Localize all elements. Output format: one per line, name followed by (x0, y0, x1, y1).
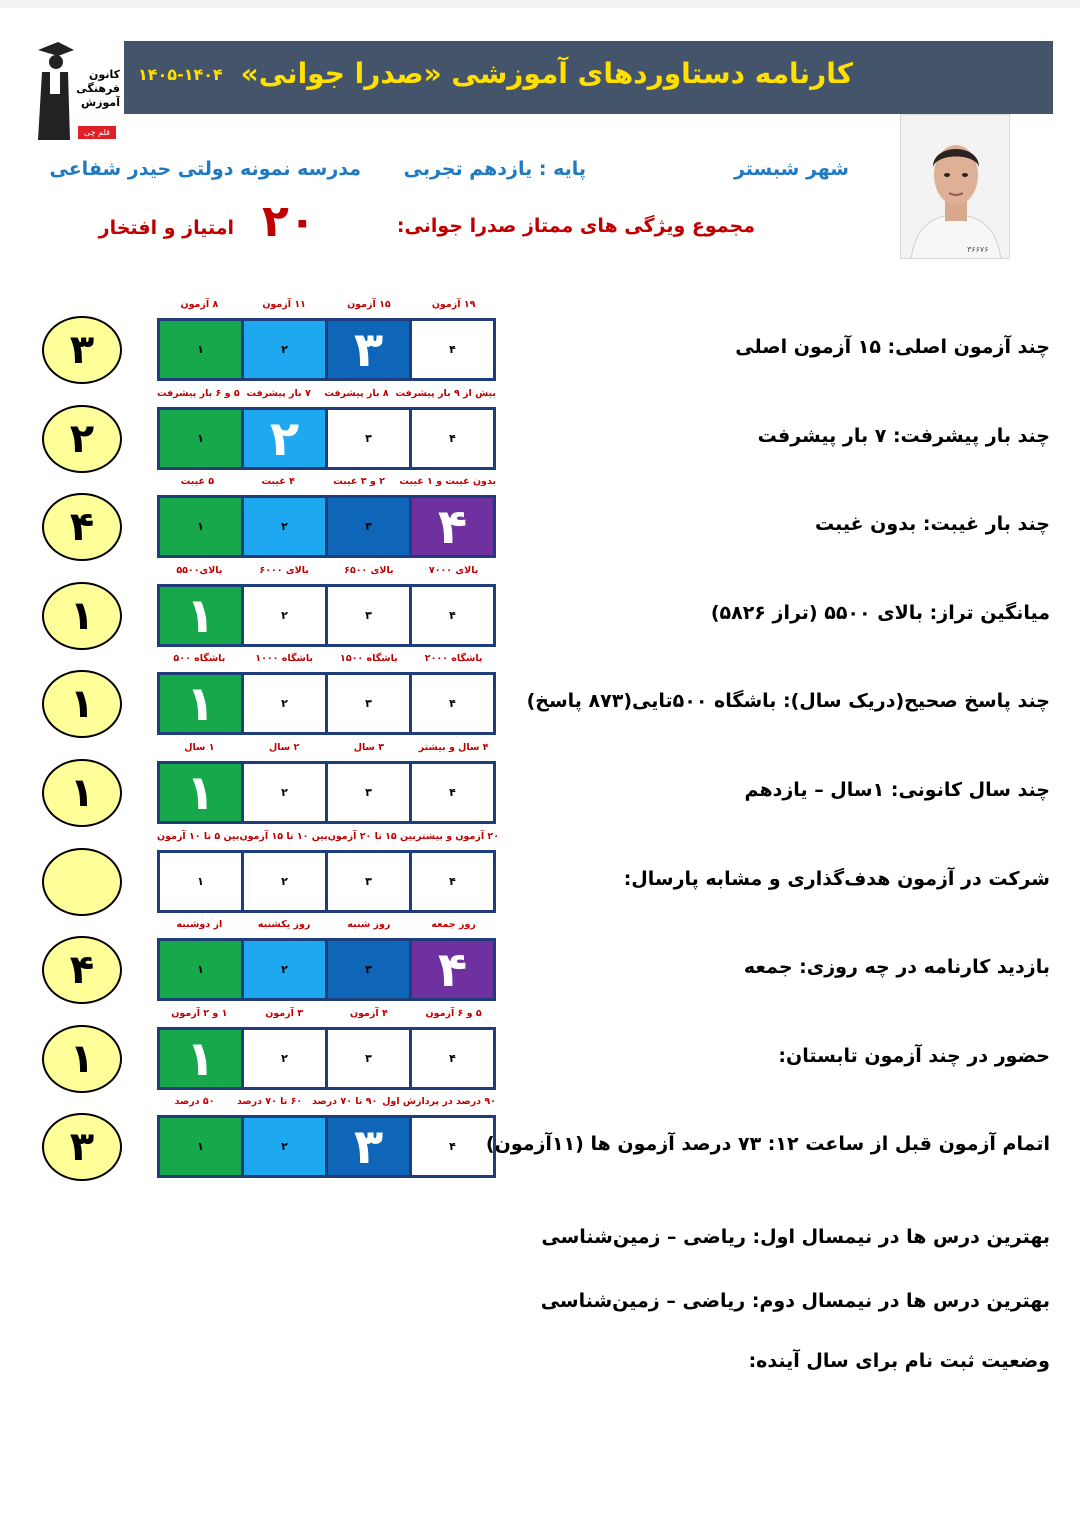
level-caption: ۱ و ۲ آزمون (171, 1008, 228, 1019)
row-question: چند بار پیشرفت: ۷ بار پیشرفت (757, 425, 1050, 447)
student-school: مدرسه نمونه دولتی حیدر شفاعی (49, 158, 361, 180)
level-caption: ۴ غیبت (261, 476, 295, 487)
level-caption: ۳ آزمون (265, 1008, 304, 1019)
level-caption: بین ۱۰ تا ۱۵ آزمون (239, 831, 328, 842)
level-caption: ۴ سال و بیشتر (418, 742, 489, 753)
level-cell: ۱ (160, 321, 244, 378)
level-cell: ۴ (412, 1118, 493, 1175)
level-grid (157, 1115, 496, 1178)
row-question: چند آزمون اصلی: ۱۵ آزمون اصلی (735, 336, 1050, 358)
level-caption: بالای۵۵۰۰ (176, 565, 223, 576)
level-cell: ۲ (244, 410, 328, 467)
level-grid (157, 938, 496, 1001)
row-question: شرکت در آزمون هدف‌گذاری و مشابه پارسال: (623, 868, 1050, 890)
level-caption: روز شنبه (347, 919, 391, 930)
row-captions (157, 1008, 496, 1024)
level-grid (157, 584, 496, 647)
level-caption: از دوشنبه (176, 919, 223, 930)
score-circle: ۱ (42, 582, 122, 650)
score-circle: ۱ (42, 759, 122, 827)
student-city: شهر شبستر (733, 158, 849, 180)
level-cell: ۳ (328, 410, 412, 467)
level-cell: ۳ (328, 587, 412, 644)
row-captions (157, 1096, 496, 1112)
page-title: کارنامه دستاوردهای آموزشی «صدرا جوانی» (240, 57, 853, 90)
level-cell: ۱ (160, 941, 244, 998)
level-cell: ۴ (412, 941, 493, 998)
level-cell: ۳ (328, 675, 412, 732)
level-caption: باشگاه ۱۰۰۰ (255, 653, 313, 664)
level-caption: بالای ۷۰۰۰ (428, 565, 479, 576)
best-subjects-first: بهترین درس ها در نیمسال اول: ریاضی – زمین‌شناسی (541, 1226, 1050, 1248)
row-question: اتمام آزمون قبل از ساعت ۱۲: ۷۳ درصد آزمون ها (۱۱آزمون) (485, 1133, 1050, 1155)
score-circle: ۴ (42, 493, 122, 561)
level-caption: ۹۰ درصد در پردازش اول (382, 1096, 496, 1107)
level-cell: ۱ (160, 1030, 244, 1087)
level-caption: ۸ آزمون (180, 299, 219, 310)
graduate-figure-icon (34, 42, 74, 142)
level-caption: ۲۰ آزمون و بیشتر (416, 831, 500, 842)
row-captions (157, 388, 496, 404)
level-cell: ۳ (328, 1118, 412, 1175)
level-cell: ۴ (412, 675, 493, 732)
level-caption: ۵ غیبت (180, 476, 215, 487)
level-cell: ۳ (328, 941, 412, 998)
level-cell: ۲ (244, 1118, 328, 1175)
level-grid (157, 1027, 496, 1090)
level-cell: ۲ (244, 498, 328, 555)
level-cell: ۴ (412, 853, 493, 910)
level-caption: باشگاه ۲۰۰۰ (424, 653, 483, 664)
row-captions (157, 299, 496, 315)
level-caption: ۸ بار پیشرفت (324, 388, 389, 399)
level-cell: ۲ (244, 321, 328, 378)
level-caption: ۹۰ تا ۷۰ درصد (312, 1096, 378, 1107)
row-captions (157, 831, 500, 847)
row-captions (157, 476, 496, 492)
level-caption: ۶۰ تا ۷۰ درصد (236, 1096, 303, 1107)
level-cell: ۲ (244, 764, 328, 821)
level-caption: ۵۰ درصد (174, 1096, 215, 1107)
level-cell: ۴ (412, 498, 493, 555)
level-caption: باشگاه ۱۵۰۰ (340, 653, 398, 664)
student-photo (900, 114, 1010, 259)
row-captions (157, 742, 496, 758)
level-cell: ۱ (160, 410, 244, 467)
level-caption: بدون غیبت و ۱ غیبت (399, 476, 497, 487)
score-circle: ۴ (42, 936, 122, 1004)
level-caption: ۲ و ۳ غیبت (333, 476, 385, 487)
row-question: چند بار غیبت: بدون غیبت (814, 513, 1050, 535)
level-caption: ۲ سال (268, 742, 300, 753)
photo-code: ۳۶۶۷۶ (967, 245, 989, 254)
score-circle: ۱ (42, 670, 122, 738)
level-cell: ۳ (328, 498, 412, 555)
level-caption: بیش از ۹ بار پیشرفت (395, 388, 496, 399)
level-cell: ۲ (244, 1030, 328, 1087)
row-question: میانگین تراز: بالای ۵۵۰۰ (تراز ۵۸۲۶) (710, 602, 1050, 624)
score-circle: ۱ (42, 1025, 122, 1093)
row-question: بازدید کارنامه در چه روزی: جمعه (743, 956, 1050, 978)
level-grid (157, 672, 496, 735)
score-circle: ۳ (42, 316, 122, 384)
top-strip (0, 0, 1080, 8)
level-cell: ۴ (412, 321, 493, 378)
level-caption: ۳ سال (353, 742, 385, 753)
level-caption: روز جمعه (431, 919, 476, 930)
score-circle: ۳ (42, 1113, 122, 1181)
level-caption: روز یکشنبه (257, 919, 311, 930)
total-score: ۲۰ (262, 196, 316, 247)
level-cell: ۴ (412, 764, 493, 821)
student-portrait-icon (901, 115, 1010, 259)
level-caption: ۵ و ۶ آزمون (425, 1008, 482, 1019)
level-cell: ۲ (244, 941, 328, 998)
level-cell: ۲ (244, 853, 328, 910)
level-cell: ۳ (328, 853, 412, 910)
level-cell: ۳ (328, 1030, 412, 1087)
level-cell: ۴ (412, 587, 493, 644)
row-question: حضور در چند آزمون تابستان: (778, 1045, 1050, 1067)
level-cell: ۱ (160, 498, 244, 555)
header-banner (124, 41, 1053, 114)
level-cell: ۳ (328, 321, 412, 378)
total-suffix: امتیاز و افتخار (98, 217, 234, 239)
row-question: چند سال کانونی: ۱سال – یازدهم (744, 779, 1050, 801)
level-caption: بالای ۶۵۰۰ (344, 565, 394, 576)
level-cell: ۱ (160, 1118, 244, 1175)
level-caption: ۱۵ آزمون (347, 299, 391, 310)
level-grid (157, 495, 496, 558)
level-cell: ۲ (244, 675, 328, 732)
level-caption: ۵ و ۶ بار پیشرفت (157, 388, 240, 399)
level-grid (157, 407, 496, 470)
level-caption: بالای ۶۰۰۰ (259, 565, 309, 576)
level-caption: ۱۱ آزمون (262, 299, 306, 310)
row-captions (157, 919, 496, 935)
row-question: چند پاسخ صحیح(دریک سال): باشگاه ۵۰۰تایی(۸۷۳ پاسخ) (526, 690, 1050, 712)
level-cell: ۳ (328, 764, 412, 821)
kanoon-logo (34, 42, 120, 142)
level-cell: ۱ (160, 764, 244, 821)
logo-badge: قلم چی (78, 126, 116, 139)
score-circle: ۲ (42, 405, 122, 473)
level-grid (157, 318, 496, 381)
level-caption: بین ۵ تا ۱۰ آزمون (157, 831, 240, 842)
student-grade: پایه : یازدهم تجربی (403, 158, 586, 180)
total-label: مجموع ویژگی های ممتاز صدرا جوانی: (396, 215, 755, 237)
level-caption: بین ۱۵ تا ۲۰ آزمون (327, 831, 416, 842)
level-cell: ۲ (244, 587, 328, 644)
level-caption: ۱۹ آزمون (431, 299, 476, 310)
level-grid (157, 850, 496, 913)
level-caption: ۱ سال (184, 742, 215, 753)
level-cell: ۱ (160, 853, 244, 910)
level-cell: ۴ (412, 410, 493, 467)
row-captions (157, 565, 496, 581)
best-subjects-second: بهترین درس ها در نیمسال دوم: ریاضی – زمین‌شناسی (540, 1290, 1050, 1312)
score-circle (42, 848, 122, 916)
row-captions (157, 653, 496, 669)
level-caption: باشگاه ۵۰۰ (173, 653, 226, 664)
registration-status: وضعیت ثبت نام برای سال آینده: (748, 1350, 1050, 1372)
level-cell: ۴ (412, 1030, 493, 1087)
logo-text: کانون فرهنگی آموزش (76, 68, 120, 109)
level-caption: ۴ آزمون (349, 1008, 388, 1019)
level-grid (157, 761, 496, 824)
level-cell: ۱ (160, 675, 244, 732)
level-cell: ۱ (160, 587, 244, 644)
academic-years: ۱۴۰۵-۱۴۰۴ (138, 65, 223, 84)
level-caption: ۷ بار پیشرفت (246, 388, 311, 399)
